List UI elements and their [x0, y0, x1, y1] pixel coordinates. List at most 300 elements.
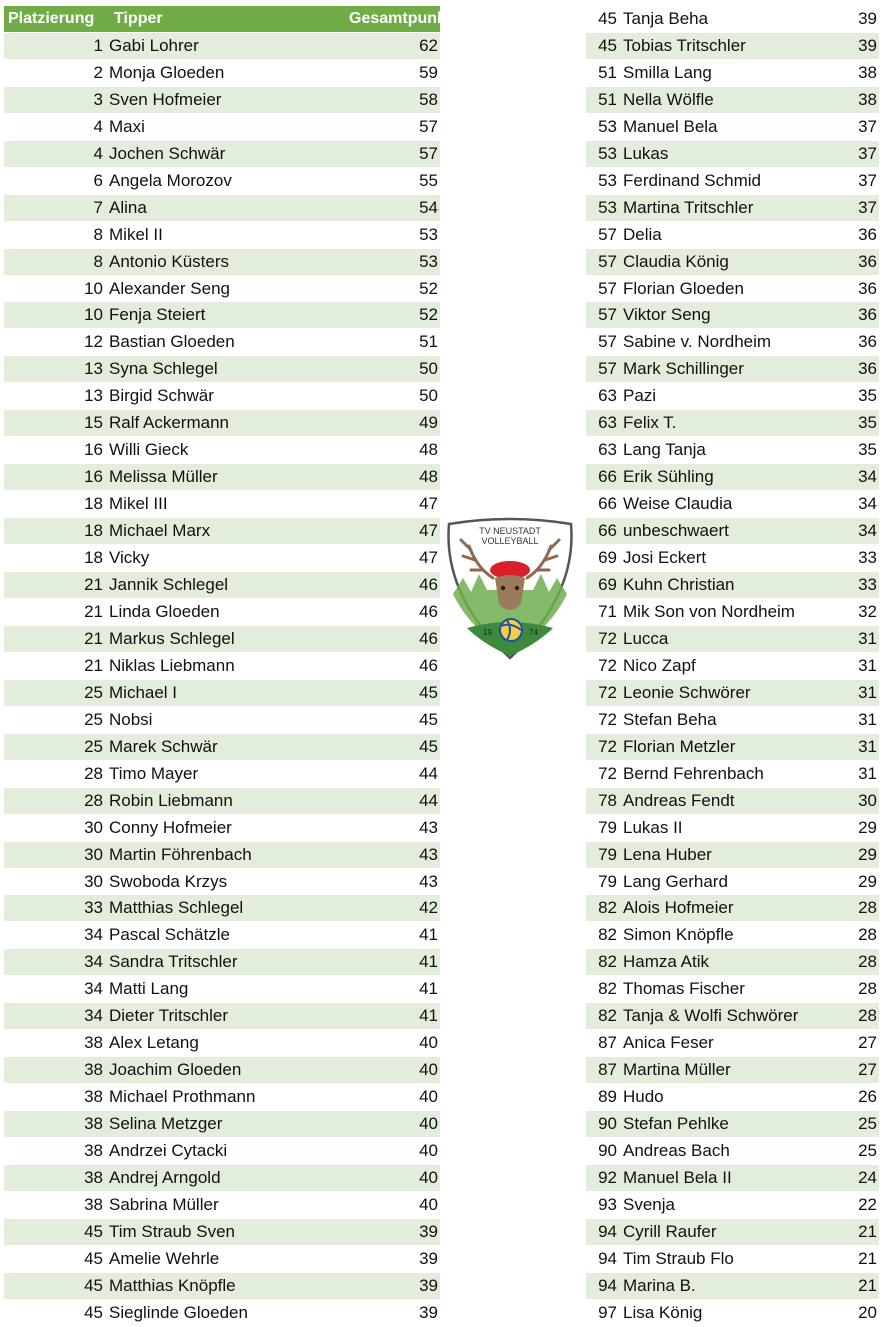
table-row	[4, 572, 440, 599]
rank-cell: 72	[586, 733, 623, 760]
rank-cell: 8	[4, 221, 109, 248]
rank-cell: 94	[586, 1245, 623, 1272]
name-cell: Lukas II	[623, 814, 847, 841]
rank-cell: 33	[4, 895, 109, 922]
rank-cell: 25	[4, 679, 109, 706]
name-cell: Lukas	[623, 140, 847, 167]
rank-cell: 21	[4, 598, 109, 625]
points-cell: 36	[847, 302, 879, 329]
points-cell: 26	[847, 1084, 879, 1111]
name-cell: Tanja & Wolfi Schwörer	[623, 1003, 847, 1030]
rank-cell: 21	[4, 572, 109, 599]
points-cell: 33	[847, 572, 879, 599]
name-cell: Selina Metzger	[109, 1111, 349, 1138]
rank-cell: 25	[4, 706, 109, 733]
table-row	[4, 1111, 440, 1138]
rank-cell: 25	[4, 733, 109, 760]
rank-cell: 13	[4, 383, 109, 410]
points-cell: 30	[847, 787, 879, 814]
points-cell: 36	[847, 221, 879, 248]
points-cell: 35	[847, 383, 879, 410]
points-cell: 45	[349, 706, 440, 733]
name-cell: Matthias Knöpfle	[109, 1272, 349, 1299]
rank-cell: 94	[586, 1218, 623, 1245]
points-cell: 40	[349, 1057, 440, 1084]
name-cell: Josi Eckert	[623, 545, 847, 572]
table-row	[586, 922, 879, 949]
rank-cell: 66	[586, 518, 623, 545]
name-cell: Marek Schwär	[109, 733, 349, 760]
rank-cell: 72	[586, 652, 623, 679]
table-row	[586, 679, 879, 706]
name-cell: Hudo	[623, 1084, 847, 1111]
points-cell: 37	[847, 113, 879, 140]
ranking-rows-left	[4, 32, 440, 1326]
name-cell: Florian Metzler	[623, 733, 847, 760]
header-name[interactable]: Tipper	[109, 6, 349, 32]
points-cell: 41	[349, 1003, 440, 1030]
name-cell: Sabine v. Nordheim	[623, 329, 847, 356]
rank-cell: 16	[4, 437, 109, 464]
points-cell: 46	[349, 598, 440, 625]
name-cell: Delia	[623, 221, 847, 248]
table-row	[586, 598, 879, 625]
rank-cell: 38	[4, 1057, 109, 1084]
table-row	[586, 1299, 879, 1326]
table-row	[4, 1218, 440, 1245]
rank-cell: 57	[586, 248, 623, 275]
name-cell: Simon Knöpfle	[623, 922, 847, 949]
name-cell: Alexander Seng	[109, 275, 349, 302]
table-header-row	[4, 6, 440, 32]
rank-cell: 10	[4, 275, 109, 302]
name-cell: Dieter Tritschler	[109, 1003, 349, 1030]
points-cell: 31	[847, 706, 879, 733]
name-cell: Antonio Küsters	[109, 248, 349, 275]
rank-cell: 93	[586, 1191, 623, 1218]
table-row	[586, 86, 879, 113]
table-row	[4, 491, 440, 518]
table-row	[586, 1111, 879, 1138]
points-cell: 35	[847, 410, 879, 437]
name-cell: Bastian Gloeden	[109, 329, 349, 356]
name-cell: Matti Lang	[109, 976, 349, 1003]
rank-cell: 45	[4, 1245, 109, 1272]
rank-cell: 57	[586, 356, 623, 383]
name-cell: Nobsi	[109, 706, 349, 733]
rank-cell: 34	[4, 976, 109, 1003]
table-row	[4, 1030, 440, 1057]
points-cell: 49	[349, 410, 440, 437]
points-cell: 44	[349, 787, 440, 814]
table-row	[4, 545, 440, 572]
table-row	[586, 1003, 879, 1030]
points-cell: 27	[847, 1030, 879, 1057]
name-cell: Sieglinde Gloeden	[109, 1299, 349, 1326]
rank-cell: 34	[4, 949, 109, 976]
table-row	[586, 167, 879, 194]
name-cell: Tim Straub Sven	[109, 1218, 349, 1245]
header-rank[interactable]: Platzierung	[4, 6, 109, 32]
table-row	[4, 1084, 440, 1111]
points-cell: 44	[349, 760, 440, 787]
rank-cell: 63	[586, 410, 623, 437]
points-cell: 59	[349, 59, 440, 86]
points-cell: 41	[349, 976, 440, 1003]
points-cell: 25	[847, 1111, 879, 1138]
name-cell: Monja Gloeden	[109, 59, 349, 86]
rank-cell: 78	[586, 787, 623, 814]
points-cell: 37	[847, 140, 879, 167]
table-row	[4, 1299, 440, 1326]
name-cell: Martina Tritschler	[623, 194, 847, 221]
rank-cell: 53	[586, 194, 623, 221]
table-row	[586, 275, 879, 302]
name-cell: Syna Schlegel	[109, 356, 349, 383]
rank-cell: 45	[586, 6, 623, 32]
rank-cell: 57	[586, 302, 623, 329]
points-cell: 46	[349, 652, 440, 679]
rank-cell: 18	[4, 545, 109, 572]
table-row	[586, 1272, 879, 1299]
table-row	[4, 437, 440, 464]
points-cell: 43	[349, 868, 440, 895]
rank-cell: 53	[586, 167, 623, 194]
points-cell: 51	[349, 329, 440, 356]
points-cell: 31	[847, 760, 879, 787]
rank-cell: 1	[4, 32, 109, 59]
table-row	[4, 167, 440, 194]
table-row	[4, 841, 440, 868]
name-cell: Tobias Tritschler	[623, 32, 847, 59]
rank-cell: 89	[586, 1084, 623, 1111]
rank-cell: 10	[4, 302, 109, 329]
name-cell: Smilla Lang	[623, 59, 847, 86]
points-cell: 32	[847, 598, 879, 625]
rank-cell: 92	[586, 1164, 623, 1191]
points-cell: 39	[349, 1218, 440, 1245]
name-cell: Sandra Tritschler	[109, 949, 349, 976]
rank-cell: 53	[586, 140, 623, 167]
name-cell: Linda Gloeden	[109, 598, 349, 625]
points-cell: 57	[349, 113, 440, 140]
name-cell: Jochen Schwär	[109, 140, 349, 167]
table-row	[4, 1191, 440, 1218]
rank-cell: 94	[586, 1272, 623, 1299]
rank-cell: 57	[586, 221, 623, 248]
table-row	[4, 760, 440, 787]
table-row	[586, 1084, 879, 1111]
table-row	[586, 113, 879, 140]
name-cell: Manuel Bela II	[623, 1164, 847, 1191]
points-cell: 53	[349, 221, 440, 248]
name-cell: Birgid Schwär	[109, 383, 349, 410]
name-cell: Lang Tanja	[623, 437, 847, 464]
table-row	[586, 1030, 879, 1057]
table-row	[4, 86, 440, 113]
rank-cell: 51	[586, 59, 623, 86]
table-row	[586, 652, 879, 679]
points-cell: 36	[847, 275, 879, 302]
points-cell: 57	[349, 140, 440, 167]
table-row	[4, 221, 440, 248]
rank-cell: 15	[4, 410, 109, 437]
points-cell: 47	[349, 518, 440, 545]
name-cell: Nico Zapf	[623, 652, 847, 679]
points-cell: 34	[847, 491, 879, 518]
points-cell: 53	[349, 248, 440, 275]
name-cell: Erik Sühling	[623, 464, 847, 491]
table-row	[4, 1272, 440, 1299]
rank-cell: 79	[586, 841, 623, 868]
points-cell: 27	[847, 1057, 879, 1084]
table-row	[586, 976, 879, 1003]
logo-subtitle: VOLLEYBALL	[481, 536, 539, 546]
name-cell: Mikel III	[109, 491, 349, 518]
name-cell: Stefan Pehlke	[623, 1111, 847, 1138]
rank-cell: 16	[4, 464, 109, 491]
name-cell: Florian Gloeden	[623, 275, 847, 302]
name-cell: Tim Straub Flo	[623, 1245, 847, 1272]
name-cell: Lisa König	[623, 1299, 847, 1326]
name-cell: Mark Schillinger	[623, 356, 847, 383]
points-cell: 39	[847, 32, 879, 59]
points-cell: 29	[847, 814, 879, 841]
table-row	[4, 518, 440, 545]
table-row	[4, 248, 440, 275]
points-cell: 50	[349, 356, 440, 383]
name-cell: Matthias Schlegel	[109, 895, 349, 922]
rank-cell: 57	[586, 275, 623, 302]
table-row	[4, 787, 440, 814]
rank-cell: 82	[586, 949, 623, 976]
name-cell: Ralf Ackermann	[109, 410, 349, 437]
table-row	[4, 1057, 440, 1084]
points-cell: 39	[349, 1245, 440, 1272]
points-cell: 33	[847, 545, 879, 572]
table-row	[586, 383, 879, 410]
table-row	[586, 329, 879, 356]
name-cell: Sabrina Müller	[109, 1191, 349, 1218]
table-row	[586, 1245, 879, 1272]
points-cell: 41	[349, 949, 440, 976]
points-cell: 54	[349, 194, 440, 221]
name-cell: Ferdinand Schmid	[623, 167, 847, 194]
table-row	[586, 32, 879, 59]
points-cell: 46	[349, 625, 440, 652]
table-row	[4, 32, 440, 59]
points-cell: 29	[847, 841, 879, 868]
name-cell: Michael I	[109, 679, 349, 706]
name-cell: Weise Claudia	[623, 491, 847, 518]
table-row	[4, 302, 440, 329]
table-row	[4, 625, 440, 652]
name-cell: Michael Prothmann	[109, 1084, 349, 1111]
name-cell: Sven Hofmeier	[109, 86, 349, 113]
rank-cell: 30	[4, 868, 109, 895]
rank-cell: 72	[586, 760, 623, 787]
club-logo	[441, 516, 579, 661]
rank-cell: 87	[586, 1030, 623, 1057]
name-cell: Robin Liebmann	[109, 787, 349, 814]
rank-cell: 30	[4, 841, 109, 868]
name-cell: Cyrill Raufer	[623, 1218, 847, 1245]
points-cell: 35	[847, 437, 879, 464]
points-cell: 21	[847, 1218, 879, 1245]
points-cell: 38	[847, 86, 879, 113]
rank-cell: 34	[4, 922, 109, 949]
rank-cell: 18	[4, 491, 109, 518]
rank-cell: 38	[4, 1030, 109, 1057]
name-cell: Martina Müller	[623, 1057, 847, 1084]
name-cell: Markus Schlegel	[109, 625, 349, 652]
rank-cell: 82	[586, 1003, 623, 1030]
name-cell: Andreas Bach	[623, 1138, 847, 1165]
name-cell: Fenja Steiert	[109, 302, 349, 329]
table-row	[586, 248, 879, 275]
table-row	[4, 1164, 440, 1191]
points-cell: 28	[847, 949, 879, 976]
points-cell: 52	[349, 275, 440, 302]
table-row	[586, 625, 879, 652]
points-cell: 28	[847, 895, 879, 922]
table-row	[4, 1138, 440, 1165]
points-cell: 28	[847, 922, 879, 949]
name-cell: Conny Hofmeier	[109, 814, 349, 841]
table-row	[586, 302, 879, 329]
points-cell: 31	[847, 733, 879, 760]
rank-cell: 3	[4, 86, 109, 113]
rank-cell: 6	[4, 167, 109, 194]
logo-title: TV NEUSTADT	[479, 526, 541, 536]
rank-cell: 21	[4, 625, 109, 652]
rank-cell: 45	[4, 1299, 109, 1326]
table-row	[586, 1218, 879, 1245]
rank-cell: 72	[586, 625, 623, 652]
points-cell: 37	[847, 194, 879, 221]
rank-cell: 38	[4, 1191, 109, 1218]
rank-cell: 13	[4, 356, 109, 383]
name-cell: Amelie Wehrle	[109, 1245, 349, 1272]
rank-cell: 38	[4, 1164, 109, 1191]
rank-cell: 72	[586, 679, 623, 706]
name-cell: Lang Gerhard	[623, 868, 847, 895]
rank-cell: 38	[4, 1111, 109, 1138]
rank-cell: 72	[586, 706, 623, 733]
table-row	[586, 1138, 879, 1165]
name-cell: Mikel II	[109, 221, 349, 248]
table-row	[4, 895, 440, 922]
points-cell: 31	[847, 679, 879, 706]
name-cell: Andrzei Cytacki	[109, 1138, 349, 1165]
ranking-table-left	[4, 6, 461, 1327]
rank-cell: 57	[586, 329, 623, 356]
table-row	[4, 59, 440, 86]
rank-cell: 87	[586, 1057, 623, 1084]
name-cell: Tanja Beha	[623, 6, 847, 32]
points-cell: 22	[847, 1191, 879, 1218]
rank-cell: 4	[4, 113, 109, 140]
points-cell: 39	[847, 6, 879, 32]
header-points[interactable]: Gesamtpunkte	[349, 6, 440, 32]
table-row	[586, 733, 879, 760]
name-cell: Hamza Atik	[623, 949, 847, 976]
points-cell: 39	[349, 1299, 440, 1326]
name-cell: Thomas Fischer	[623, 976, 847, 1003]
table-row	[4, 814, 440, 841]
name-cell: Leonie Schwörer	[623, 679, 847, 706]
rank-cell: 45	[4, 1218, 109, 1245]
points-cell: 29	[847, 868, 879, 895]
rank-cell: 30	[4, 814, 109, 841]
rank-cell: 63	[586, 383, 623, 410]
points-cell: 40	[349, 1111, 440, 1138]
rank-cell: 12	[4, 329, 109, 356]
points-cell: 47	[349, 545, 440, 572]
table-row	[4, 1245, 440, 1272]
table-row	[4, 329, 440, 356]
table-row	[586, 140, 879, 167]
name-cell: Lena Huber	[623, 841, 847, 868]
name-cell: Joachim Gloeden	[109, 1057, 349, 1084]
name-cell: Alex Letang	[109, 1030, 349, 1057]
rank-cell: 4	[4, 140, 109, 167]
name-cell: Gabi Lohrer	[109, 32, 349, 59]
name-cell: Andreas Fendt	[623, 787, 847, 814]
points-cell: 40	[349, 1164, 440, 1191]
rank-cell: 21	[4, 652, 109, 679]
rank-cell: 34	[4, 1003, 109, 1030]
table-row	[586, 572, 879, 599]
name-cell: Pascal Schätzle	[109, 922, 349, 949]
name-cell: Marina B.	[623, 1272, 847, 1299]
name-cell: Angela Morozov	[109, 167, 349, 194]
table-row	[586, 841, 879, 868]
table-row	[586, 6, 879, 32]
points-cell: 34	[847, 518, 879, 545]
table-row	[586, 1164, 879, 1191]
points-cell: 31	[847, 652, 879, 679]
name-cell: unbeschwaert	[623, 518, 847, 545]
rank-cell: 82	[586, 895, 623, 922]
rank-cell: 53	[586, 113, 623, 140]
name-cell: Felix T.	[623, 410, 847, 437]
table-row	[586, 410, 879, 437]
points-cell: 47	[349, 491, 440, 518]
rank-cell: 69	[586, 572, 623, 599]
ranking-table-right	[586, 6, 879, 1327]
table-row	[4, 113, 440, 140]
rank-cell: 69	[586, 545, 623, 572]
table-row	[4, 733, 440, 760]
points-cell: 42	[349, 895, 440, 922]
name-cell: Stefan Beha	[623, 706, 847, 733]
points-cell: 20	[847, 1299, 879, 1326]
table-row	[4, 598, 440, 625]
name-cell: Melissa Müller	[109, 464, 349, 491]
name-cell: Vicky	[109, 545, 349, 572]
logo-year-left: 19	[483, 628, 492, 637]
name-cell: Alina	[109, 194, 349, 221]
points-cell: 24	[847, 1164, 879, 1191]
points-cell: 43	[349, 814, 440, 841]
points-cell: 41	[349, 922, 440, 949]
rank-cell: 18	[4, 518, 109, 545]
points-cell: 58	[349, 86, 440, 113]
points-cell: 45	[349, 679, 440, 706]
rank-cell: 51	[586, 86, 623, 113]
table-row	[586, 895, 879, 922]
